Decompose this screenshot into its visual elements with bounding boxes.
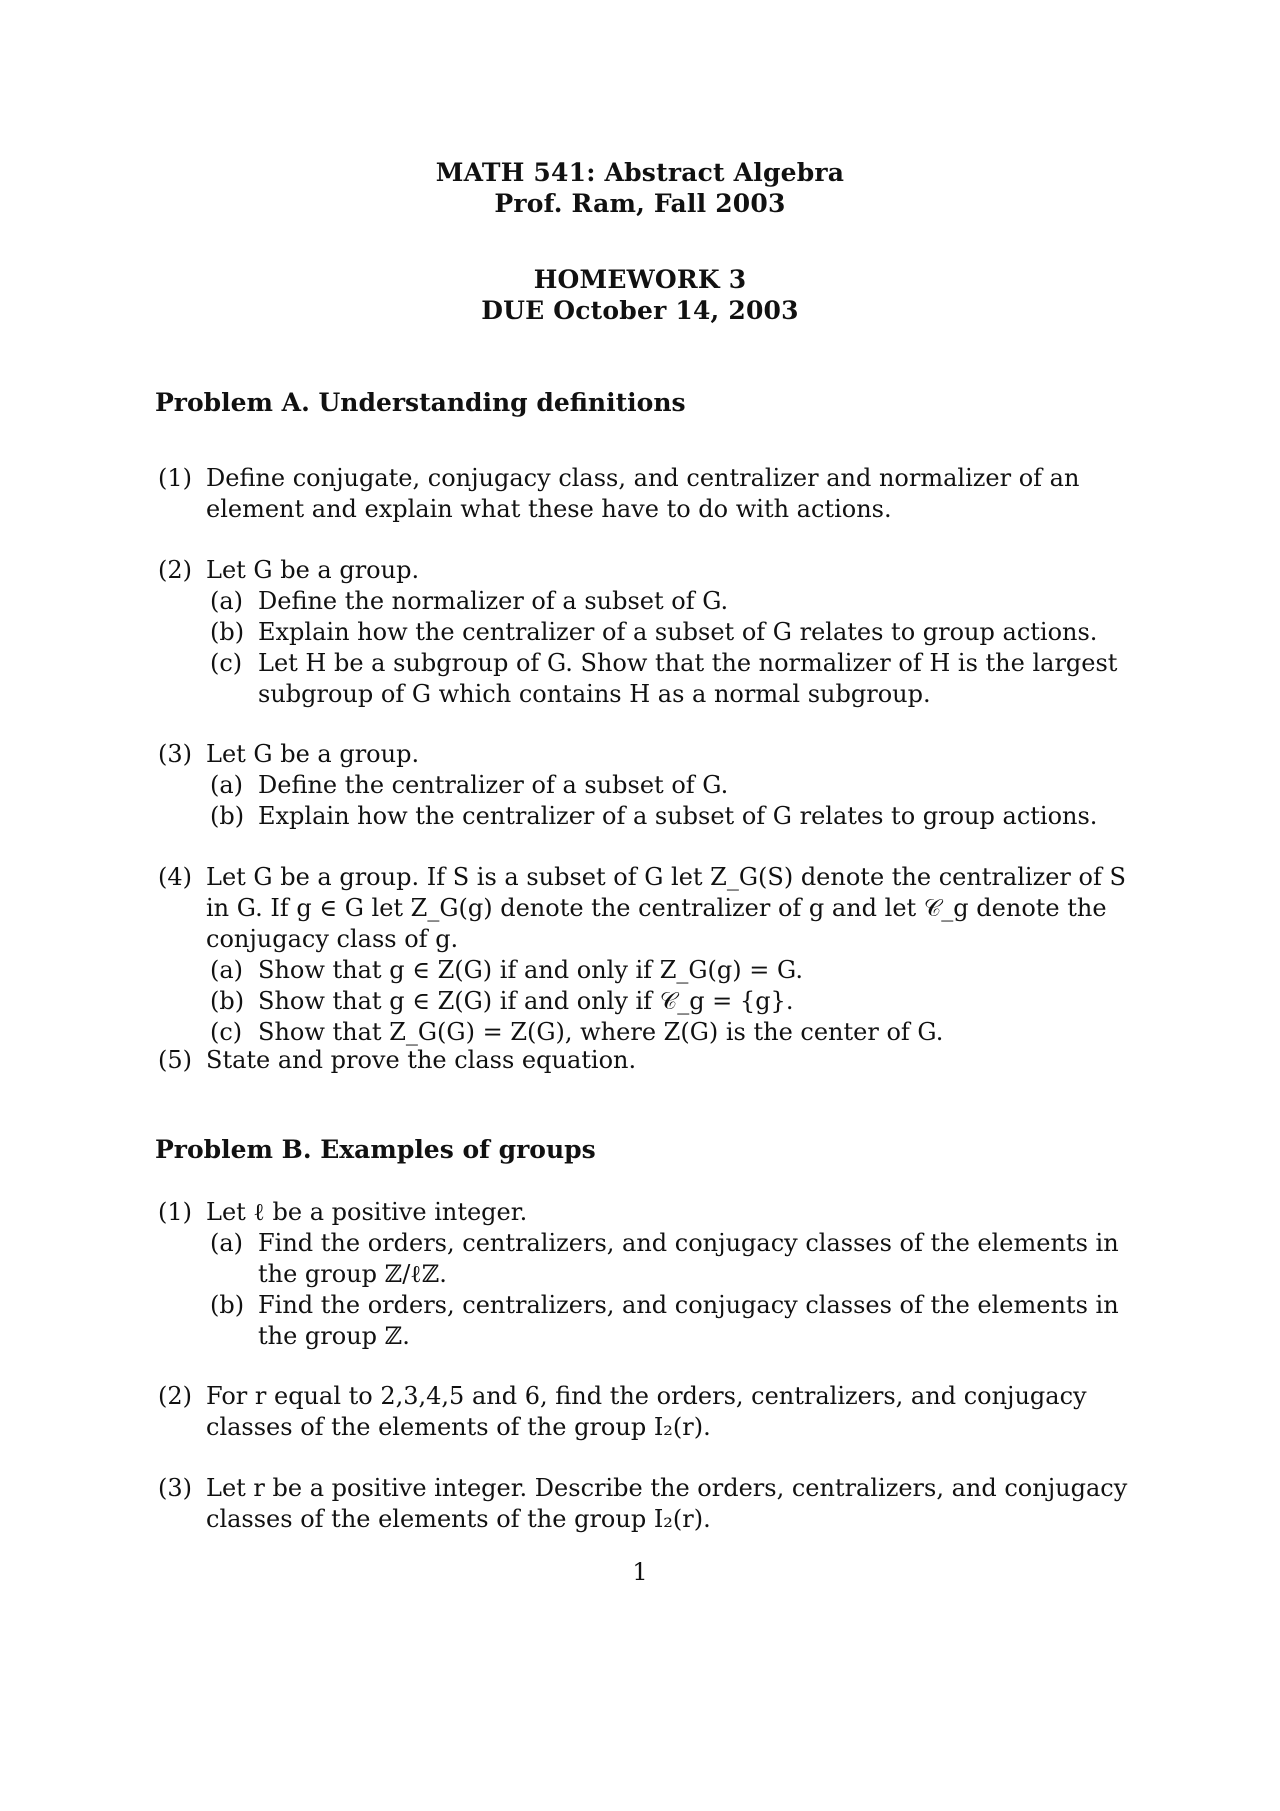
- problem-b-heading: Problem B. Examples of groups: [155, 1135, 596, 1164]
- sub-item: (a) Show that g ∈ Z(G) if and only if Z_G(g) = G.: [210, 956, 803, 984]
- sub-item: (c) Show that Z_G(G) = Z(G), where Z(G) is the center of G.: [210, 1018, 944, 1046]
- problem-a-item-4: (4) Let G be a group. If S is a subset of G let Z_G(S) denote the centralizer of S in G. If g ∈ G let Z_G(g) denote the centralizer of g and let 𝒞_g denote the conjugacy class of g. (a) Show that g ∈ Z(G) if and only if Z_G(g) = G. (b) Show that g ∈ Z(G) if and only if 𝒞_g = {g}. (c) Show that Z_G(G) = Z(G), where Z(G) is the center of G.: [158, 862, 1153, 1048]
- page-number: 1: [632, 1558, 648, 1586]
- sub-item: (a) Define the normalizer of a subset of G.: [210, 587, 729, 615]
- course-title: MATH 541: Abstract Algebra: [435, 158, 845, 187]
- sub-item: (a) Define the centralizer of a subset of G.: [210, 771, 729, 799]
- problem-b-item-1: (1) Let ℓ be a positive integer. (a) Find the orders, centralizers, and conjugacy classes of the elements in the group ℤ/ℓℤ. (b) Find the orders, centralizers, and conjugacy classes of the elements in the group ℤ.: [158, 1197, 1153, 1352]
- problem-b-item-2: (2) For r equal to 2,3,4,5 and 6, find the orders, centralizers, and conjugacy classes of the elements of the group I₂(r).: [158, 1382, 1087, 1441]
- due-date: DUE October 14, 2003: [481, 296, 799, 325]
- problem-a-item-5: (5) State and prove the class equation.: [158, 1046, 637, 1074]
- homework-title: HOMEWORK 3: [533, 265, 747, 294]
- sub-item: (a) Find the orders, centralizers, and conjugacy classes of the elements in the group ℤ/ℓℤ.: [210, 1229, 1119, 1288]
- problem-a-heading: Problem A. Understanding definitions: [155, 388, 686, 417]
- sub-item: (b) Explain how the centralizer of a subset of G relates to group actions.: [210, 618, 1098, 646]
- sub-item: (b) Find the orders, centralizers, and conjugacy classes of the elements in the group ℤ.: [210, 1291, 1119, 1350]
- problem-a-item-3: (3) Let G be a group. (a) Define the centralizer of a subset of G. (b) Explain how the centralizer of a subset of G relates to group actions.: [158, 739, 1153, 832]
- professor-line: Prof. Ram, Fall 2003: [494, 189, 786, 218]
- problem-a-item-1: (1) Define conjugate, conjugacy class, and centralizer and normalizer of an element and explain what these have to do with actions.: [158, 464, 1080, 523]
- sub-item: (b) Show that g ∈ Z(G) if and only if 𝒞_g = {g}.: [210, 987, 794, 1015]
- problem-a-item-2: (2) Let G be a group. (a) Define the normalizer of a subset of G. (b) Explain how the centralizer of a subset of G relates to group actions. (c) Let H be a subgroup of G. Show that the normalizer of H is the largest subgroup of G which contains H as a normal subgroup.: [158, 555, 1153, 710]
- sub-item: (c) Let H be a subgroup of G. Show that the normalizer of H is the largest subgroup of G which contains H as a normal subgroup.: [210, 649, 1118, 708]
- sub-item: (b) Explain how the centralizer of a subset of G relates to group actions.: [210, 802, 1098, 830]
- problem-b-item-3: (3) Let r be a positive integer. Describe the orders, centralizers, and conjugacy classes of the elements of the group I₂(r).: [158, 1474, 1128, 1533]
